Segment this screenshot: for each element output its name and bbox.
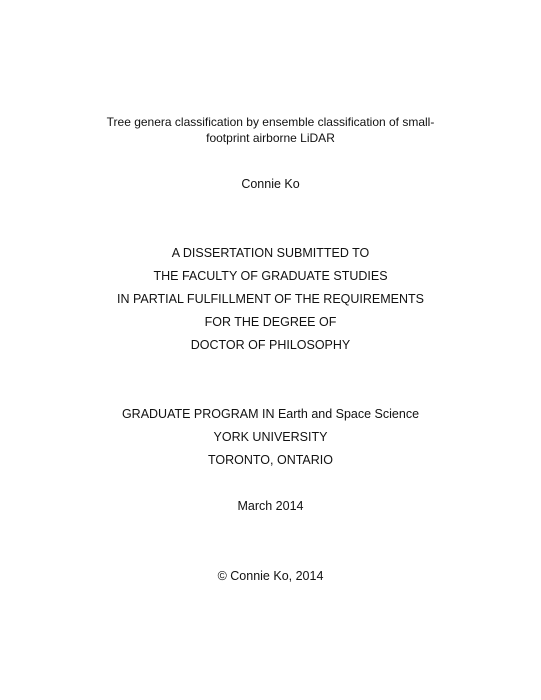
submission-line-5: DOCTOR OF PHILOSOPHY [190,338,351,352]
program-line: GRADUATE PROGRAM IN Earth and Space Science [121,407,420,421]
submission-line-4: FOR THE DEGREE OF [204,315,337,329]
submission-line-1: A DISSERTATION SUBMITTED TO [171,246,370,260]
author-name: Connie Ko [241,177,300,191]
thesis-title-line-2: footprint airborne LiDAR [206,131,335,145]
submission-date: March 2014 [237,499,304,513]
copyright-notice: © Connie Ko, 2014 [217,569,324,583]
submission-line-2: THE FACULTY OF GRADUATE STUDIES [153,269,388,283]
thesis-title-line-1: Tree genera classification by ensemble classification of small- [106,115,435,129]
submission-line-3: IN PARTIAL FULFILLMENT OF THE REQUIREMENTS [117,292,424,306]
university-line: YORK UNIVERSITY [213,430,328,444]
location-line: TORONTO, ONTARIO [207,453,333,467]
